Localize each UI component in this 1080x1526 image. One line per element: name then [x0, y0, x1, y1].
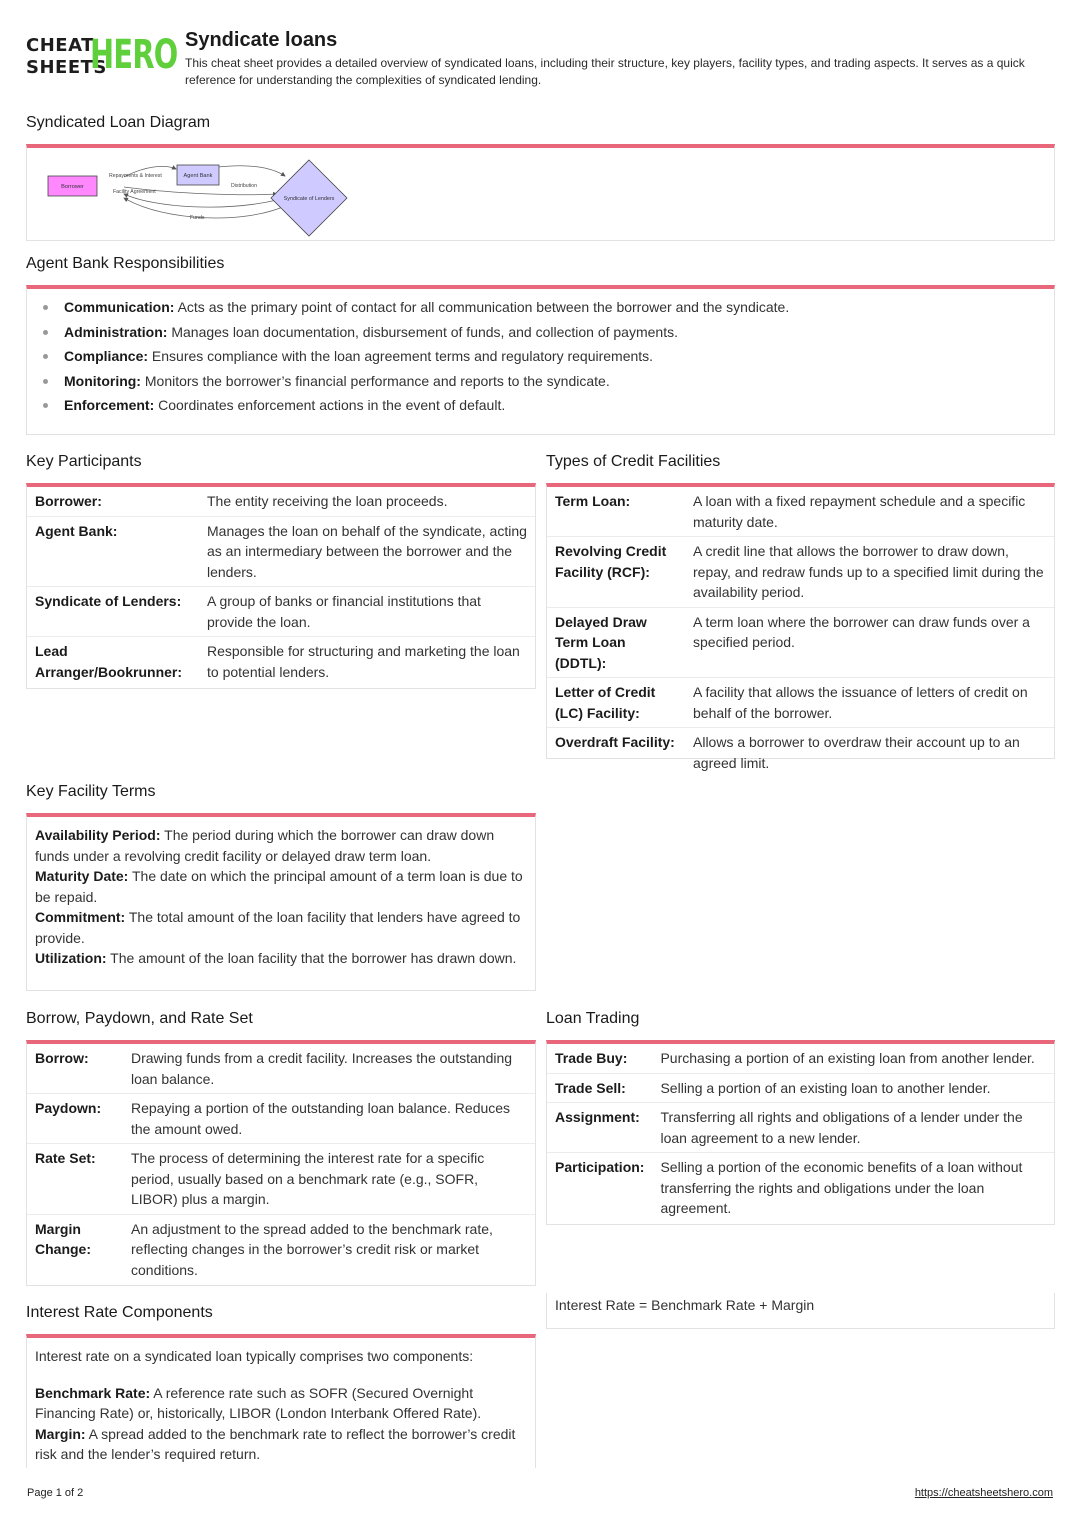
formula-card — [546, 1293, 1055, 1329]
section-title-facilities: Types of Credit Facilities — [546, 453, 721, 470]
section-title-diagram: Syndicated Loan Diagram — [26, 114, 211, 131]
syndicated-loan-diagram — [45, 154, 385, 246]
logo-hero-text: HERO — [90, 32, 178, 78]
node-agent-bank-label: Agent Bank — [183, 173, 213, 179]
table-row: Delayed Draw Term Loan (DDTL): A term loan where the borrower can draw funds over a specified period. — [547, 607, 1054, 678]
facility-term: Commitment: The total amount of the loan facility that lenders have agreed to provide. — [35, 909, 521, 946]
table-row: Trade Buy: Purchasing a portion of an existing loan from another lender. — [547, 1044, 1054, 1073]
borrow-card — [26, 1040, 536, 1286]
section-title-participants: Key Participants — [26, 453, 142, 470]
facilities-card — [546, 483, 1055, 771]
agent-bank-card — [26, 285, 1055, 435]
page-number: Page 1 of 2 — [27, 1487, 84, 1499]
edge-label-repayments: Repayments & Interest — [109, 173, 162, 179]
table-row: Term Loan: A loan with a fixed repayment schedule and a specific maturity date. — [547, 487, 1054, 537]
diagram-card — [26, 144, 1055, 241]
table-row: Overdraft Facility: Allows a borrower to overdraw their account up to an agreed limit. — [555, 734, 1020, 771]
table-row: Syndicate of Lenders: A group of banks or financial institutions that provide the loan. — [27, 587, 535, 637]
list-item: Communication: Acts as the primary point of contact for all communication between the borrower and the syndicate. — [27, 295, 1054, 320]
trading-card — [546, 1040, 1055, 1225]
table-row: Participation: Selling a portion of the economic benefits of a loan without transferring the rights and obligations under the loan agreement. — [555, 1159, 1023, 1216]
facilities-table — [547, 487, 1054, 777]
section-title-interest: Interest Rate Components — [26, 1304, 213, 1321]
facility-term: Utilization: The amount of the loan facility that the borrower has drawn down. — [35, 950, 517, 966]
logo-cheat-text: CHEAT — [26, 35, 94, 56]
interest-intro: Interest rate on a syndicated loan typically comprises two components: — [35, 1348, 474, 1364]
node-borrower-label: Borrower — [61, 184, 84, 190]
table-row: Paydown: Repaying a portion of the outstanding loan balance. Reduces the amount owed. — [27, 1094, 535, 1144]
table-row: Agent Bank: Manages the loan on behalf of the syndicate, acting as an intermediary between the borrower and the lenders. — [27, 516, 535, 587]
edge-funds — [124, 194, 277, 207]
section-title-facility-terms: Key Facility Terms — [26, 783, 156, 800]
logo-sheets-text: SHEETS — [26, 57, 107, 78]
interest-component: Margin: A spread added to the benchmark rate to reflect the borrower’s credit risk and the lender’s required return. — [35, 1425, 516, 1462]
table-row: Borrower: The entity receiving the loan proceeds. — [27, 487, 535, 516]
edge-distribution — [218, 166, 285, 176]
list-item: Compliance: Ensures compliance with the loan agreement terms and regulatory requirements. — [27, 344, 1054, 369]
edge-label-distribution: Distribution — [231, 183, 257, 189]
facility-terms-card — [26, 813, 536, 991]
table-row: Borrow: Drawing funds from a credit facility. Increases the outstanding loan balance. — [27, 1044, 535, 1094]
edge-label-funds: Funds — [190, 215, 205, 221]
participants-table — [27, 487, 535, 686]
edge-funds-return — [124, 198, 285, 218]
node-syndicate-label: Syndicate of Lenders — [283, 196, 335, 202]
agent-bank-list — [27, 289, 1054, 418]
interest-component: Benchmark Rate: A reference rate such as SOFR (Secured Overnight Financing Rate) or, historically, LIBOR (London Interbank Offered Rate). — [35, 1384, 482, 1421]
section-title-trading: Loan Trading — [546, 1010, 640, 1027]
table-row: Assignment: Transferring all rights and obligations of a lender under the loan agreement to a new lender. — [547, 1103, 1054, 1153]
list-item: Enforcement: Coordinates enforcement actions in the event of default. — [27, 393, 1054, 418]
facility-term: Availability Period: The period during which the borrower can draw down funds under a revolving credit facility or delayed draw term loan. — [35, 827, 495, 864]
trading-table — [547, 1044, 1054, 1223]
participants-card — [26, 483, 536, 689]
list-item: Administration: Manages loan documentation, disbursement of funds, and collection of payments. — [27, 320, 1054, 345]
table-row: Trade Sell: Selling a portion of an existing loan to another lender. — [547, 1073, 1054, 1103]
site-link[interactable]: https://cheatsheetshero.com — [914, 1487, 1053, 1499]
table-row: Lead Arranger/Bookrunner: Responsible for structuring and marketing the loan to potential lenders. — [35, 643, 520, 680]
interest-card — [26, 1334, 536, 1468]
table-row: Rate Set: The process of determining the interest rate for a specific period, usually based on a benchmark rate (e.g., SOFR, LIBOR) plus a margin. — [27, 1144, 535, 1215]
table-row: Margin Change: An adjustment to the spread added to the benchmark rate, reflecting changes in the borrower’s credit risk or market conditions. — [35, 1220, 493, 1278]
table-row: Letter of Credit (LC) Facility: A facility that allows the issuance of letters of credit on behalf of the borrower. — [547, 678, 1054, 728]
page-title: Syndicate loans — [185, 29, 338, 51]
interest-rate-formula: Interest Rate = Benchmark Rate + Margin — [555, 1297, 815, 1313]
section-title-borrow: Borrow, Paydown, and Rate Set — [26, 1010, 253, 1027]
borrow-table — [27, 1044, 535, 1284]
table-row: Revolving Credit Facility (RCF): A credit line that allows the borrower to draw down, repay, and redraw funds up to a specified limit during the availability period. — [547, 537, 1054, 608]
cheatsheetshero-logo[interactable] — [26, 32, 178, 80]
list-item: Monitoring: Monitors the borrower’s financial performance and reports to the syndicate. — [27, 369, 1054, 394]
section-title-agent-bank: Agent Bank Responsibilities — [26, 255, 225, 272]
edge-label-facility: Facility Agreement — [113, 189, 156, 195]
facility-term: Maturity Date: The date on which the principal amount of a term loan is due to be repaid. — [35, 868, 523, 905]
page-description: This cheat sheet provides a detailed overview of syndicated loans, including their structure, key players, facility types, and trading aspects. It serves as a quick reference for understanding the complexities of syndicated lending. — [185, 56, 1025, 87]
